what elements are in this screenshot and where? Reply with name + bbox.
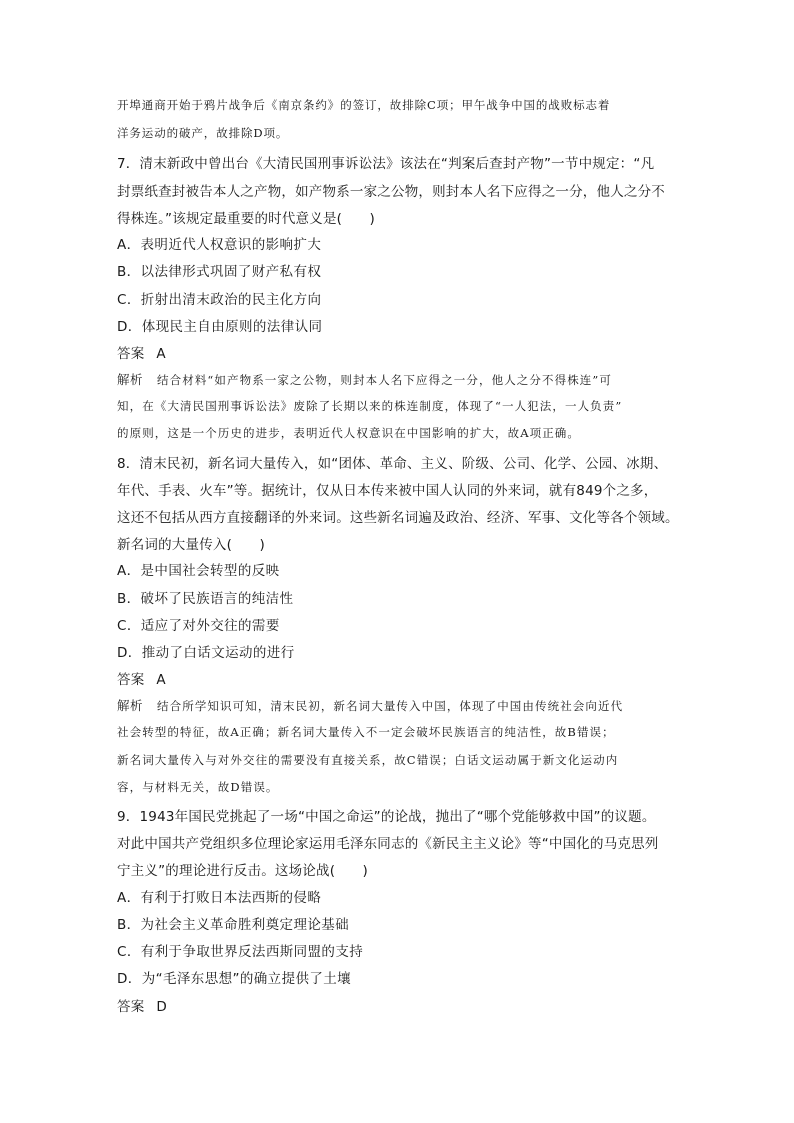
question-9-stem-line: 9．1943年国民党挑起了一场“中国之命运”的论战，抛出了“哪个党能够救中国”的议题。 xyxy=(117,809,656,825)
explanation-line: 结合所学知识可知，清末民初，新名词大量传入中国，体现了中国由传统社会向近代 xyxy=(157,699,624,713)
question-8-option-a: A．是中国社会转型的反映 xyxy=(117,563,280,579)
question-9-option-a: A．有利于打败日本法西斯的侵略 xyxy=(117,890,322,906)
continuation-line: 洋务运动的破产，故排除D项。 xyxy=(117,126,289,140)
question-9-answer xyxy=(117,995,689,1015)
question-7-stem-line: 封票纸查封被告本人之产物，如产物系一家之公物，则封本人名下应得之一分，他人之分不 xyxy=(117,184,665,200)
answer-value: A xyxy=(156,672,166,688)
question-7-option-d: D．体现民主自由原则的法律认同 xyxy=(117,319,323,335)
explanation-line: 新名词大量传入与对外交往的需要没有直接关系，故C错误；白话文运动属于新文化运动内 xyxy=(117,753,619,767)
question-7-option-b: B．以法律形式巩固了财产私有权 xyxy=(117,264,322,280)
question-7-stem-line: 得株连。”该规定最重要的时代意义是( ) xyxy=(117,211,375,227)
explanation-line: 社会转型的特征，故A正确；新名词大量传入不一定会破坏民族语言的纯洁性，故B错误； xyxy=(117,725,615,739)
question-9-option-d: D．为“毛泽东思想”的确立提供了土壤 xyxy=(117,971,352,987)
question-9-stem-line: 宁主义”的理论进行反击。这场论战( ) xyxy=(117,863,369,879)
question-7-stem-line: 7．清末新政中曾出台《大清民国刑事诉讼法》该法在“判案后查封产物”一节中规定：“凡 xyxy=(117,156,655,172)
question-7-explanation xyxy=(117,370,689,388)
explanation-line: 结合材料“如产物系一家之公物，则封本人名下应得之一分，他人之分不得株连”可 xyxy=(157,373,612,387)
question-8-stem-line: 这还不包括从西方直接翻译的外来词。这些新名词遍及政治、经济、军事、文化等各个领域。 xyxy=(117,510,679,526)
answer-label: 答案 xyxy=(117,672,145,688)
question-8-option-b: B．破坏了民族语言的纯洁性 xyxy=(117,591,294,607)
question-9-stem-line: 对此中国共产党组织多位理论家运用毛泽东同志的《新民主主义论》等“中国化的马克思列 xyxy=(117,836,659,852)
question-8-stem-line: 8．清末民初，新名词大量传入，如“团体、革命、主义、阶级、公司、化学、公园、冰期、 xyxy=(117,456,668,472)
question-8-stem-line: 新名词的大量传入( ) xyxy=(117,537,265,553)
continuation-line: 开埠通商开始于鸦片战争后《南京条约》的签订，故排除C项；甲午战争中国的战败标志着 xyxy=(117,98,611,112)
question-9-option-c: C．有利于争取世界反法西斯同盟的支持 xyxy=(117,944,364,960)
explanation-label: 解析 xyxy=(117,372,144,387)
question-8-option-d: D．推动了白话文运动的进行 xyxy=(117,645,295,661)
answer-value: A xyxy=(156,346,166,362)
question-7-answer xyxy=(117,342,689,362)
question-9-option-b: B．为社会主义革命胜利奠定理论基础 xyxy=(117,917,350,933)
question-7-option-a: A．表明近代人权意识的影响扩大 xyxy=(117,237,322,253)
explanation-label: 解析 xyxy=(117,698,144,713)
question-8-answer xyxy=(117,668,689,688)
question-8-option-c: C．适应了对外交往的需要 xyxy=(117,618,280,634)
question-8-explanation xyxy=(117,696,689,714)
question-7-option-c: C．折射出清末政治的民主化方向 xyxy=(117,292,322,308)
answer-label: 答案 xyxy=(117,999,145,1015)
explanation-line: 的原则，这是一个历史的进步，表明近代人权意识在中国影响的扩大，故A项正确。 xyxy=(117,426,581,440)
answer-label: 答案 xyxy=(117,346,145,362)
explanation-line: 知，在《大清民国刑事诉讼法》废除了长期以来的株连制度，体现了“一人犯法，一人负责” xyxy=(117,399,623,413)
question-8-stem-line: 年代、手表、火车”等。据统计，仅从日本传来被中国人认同的外来词，就有849个之多， xyxy=(117,483,658,499)
explanation-line: 容，与材料无关，故D错误。 xyxy=(117,780,279,794)
answer-value: D xyxy=(156,999,168,1015)
